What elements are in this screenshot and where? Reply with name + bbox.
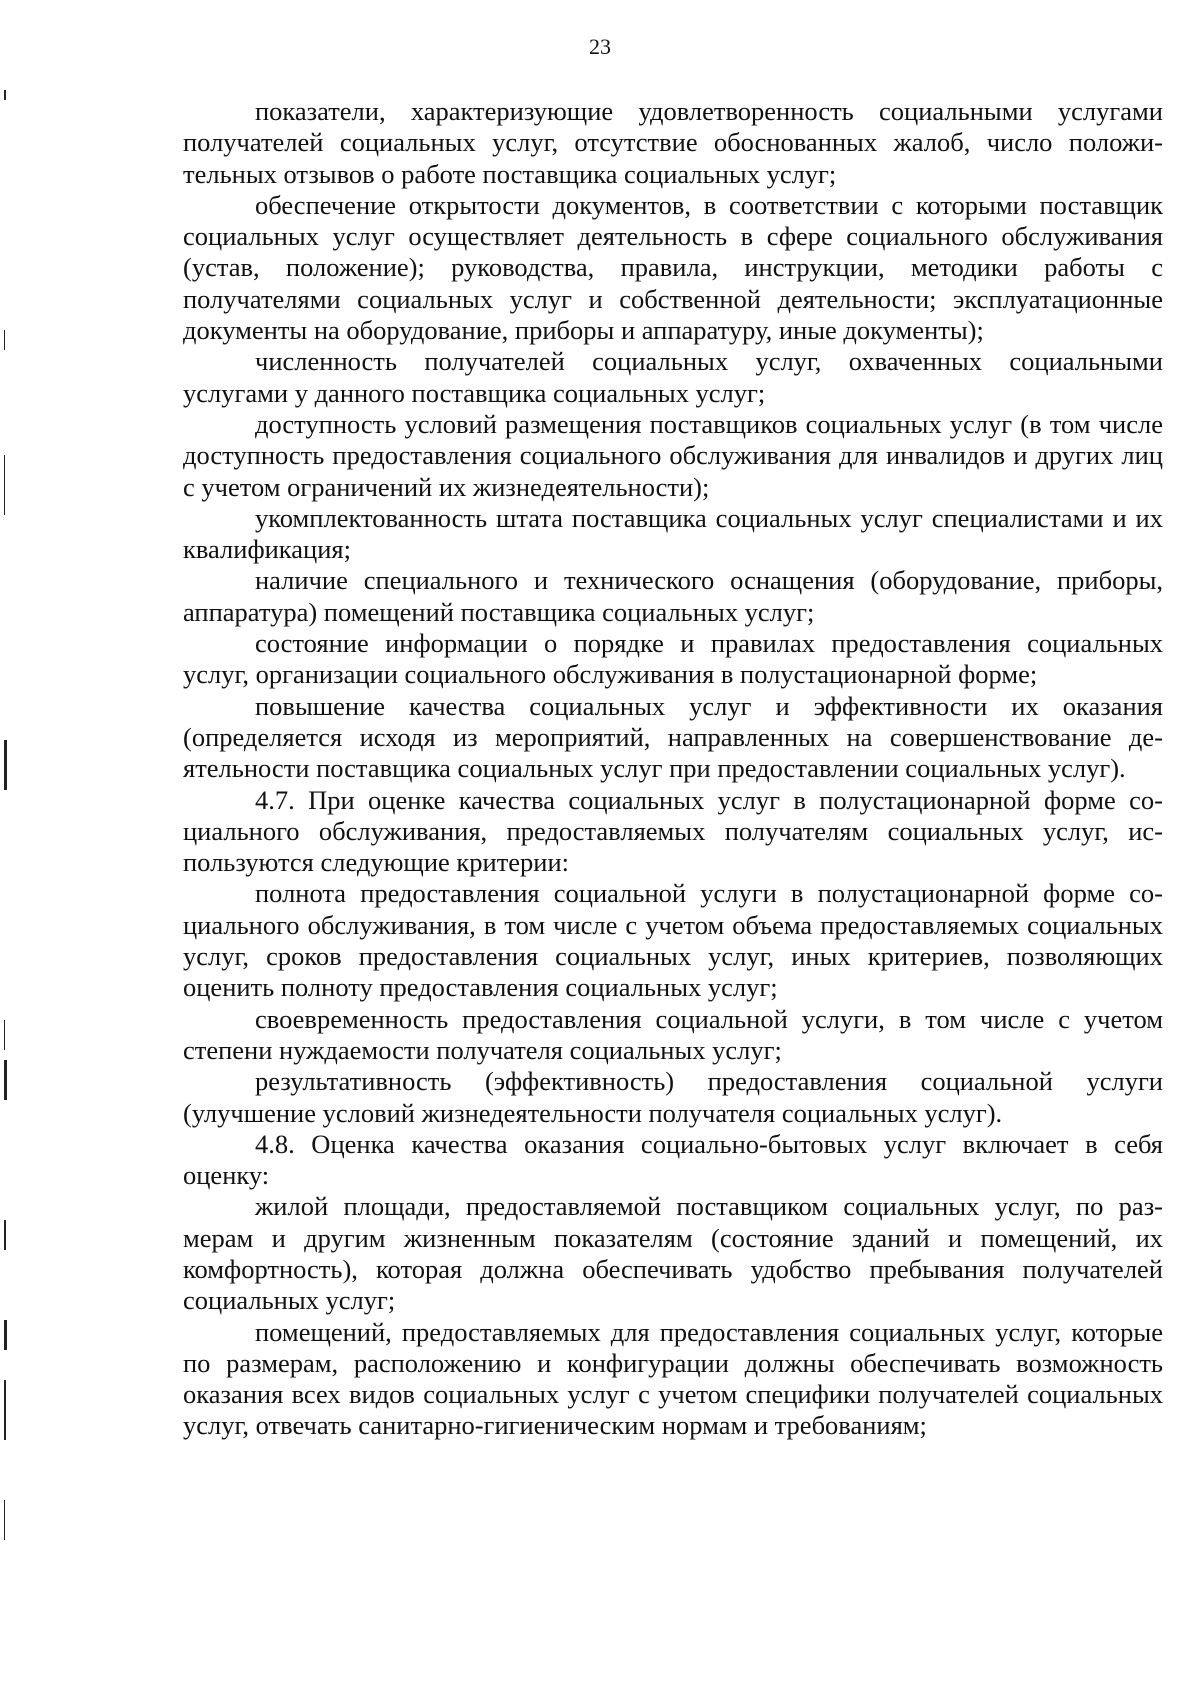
paragraph: жилой площади, предоставляемой поставщиком социальных услуг, по размерам и другим жизненным показателям (состояние зданий и помещений, их комфортность), которая должна обеспечивать удобство пребывания получателей социальных услуг; xyxy=(183,1191,1163,1316)
paragraph: результативность (эффективность) предоставления социальной услуги (улучшение условий жизнедеятельности получателя социальных услуг). xyxy=(183,1066,1163,1128)
page-number: 23 xyxy=(589,34,611,59)
section-paragraph-4-8: 4.8. Оценка качества оказания социально-бытовых услуг включает в себя оценку: xyxy=(183,1128,1163,1191)
paragraph: укомплектованность штата поставщика социальных услуг специалистами и их квалификация; xyxy=(183,502,1163,565)
scan-edge-marks xyxy=(0,0,18,1697)
paragraph: показатели, характеризующие удовлетворенность социальными услугами получателей социальных услуг, отсутствие обоснованных жалоб, число положительных отзывов о работе поставщика социальных услуг; xyxy=(183,96,1163,189)
document-body xyxy=(183,96,1163,1442)
paragraph: полнота предоставления социальной услуги в полустационарной форме социального обслуживания, в том числе с учетом объема предоставляемых социальных услуг, сроков предоставления социальных услуг, иных критериев, позволяющих оценить полноту предоставления социальных услуг; xyxy=(183,878,1163,1003)
paragraph: численность получателей социальных услуг, охваченных социальными услугами у данного поставщика социальных услуг; xyxy=(183,346,1163,408)
paragraph: помещений, предоставляемых для предоставления социальных услуг, которые по размерам, расположению и конфигурации должны обеспечивать возможность оказания всех видов социальных услуг с учетом специфики получателей социальных услуг, отвечать санитарно-гигиеническим нормам и требованиям; xyxy=(183,1316,1163,1441)
paragraph: состояние информации о порядке и правилах предоставления социальных услуг, организации социального обслуживания в полустационарной форме; xyxy=(183,628,1163,690)
section-paragraph-4-7: 4.7. При оценке качества социальных услуг в полустационарной форме социального обслуживания, предоставляемых получателям социальных услуг, используются следующие критерии: xyxy=(183,784,1163,878)
paragraph: доступность условий размещения поставщиков социальных услуг (в том числе доступность предоставления социального обслуживания для инвалидов и других лиц с учетом ограничений их жизнедеятельности); xyxy=(183,408,1163,502)
paragraph: своевременность предоставления социальной услуги, в том числе с учетом степени нуждаемости получателя социальных услуг; xyxy=(183,1003,1163,1065)
paragraph: повышение качества социальных услуг и эффективности их оказания (определяется исходя из мероприятий, направленных на совершенствование деятельности поставщика социальных услуг при предоставлении социальных услуг). xyxy=(183,690,1163,784)
paragraph: наличие специального и технического оснащения (оборудование, приборы, аппаратура) помещений поставщика социальных услуг; xyxy=(183,565,1163,627)
paragraph: обеспечение открытости документов, в соответствии с которыми поставщик социальных услуг осуществляет деятельность в сфере социального обслуживания (устав, положение); руководства, правила, инструкции, методики работы с получателями социальных услуг и собственной деятельности; эксплуатационные документы на оборудование, приборы и аппаратуру, иные документы); xyxy=(183,189,1163,346)
